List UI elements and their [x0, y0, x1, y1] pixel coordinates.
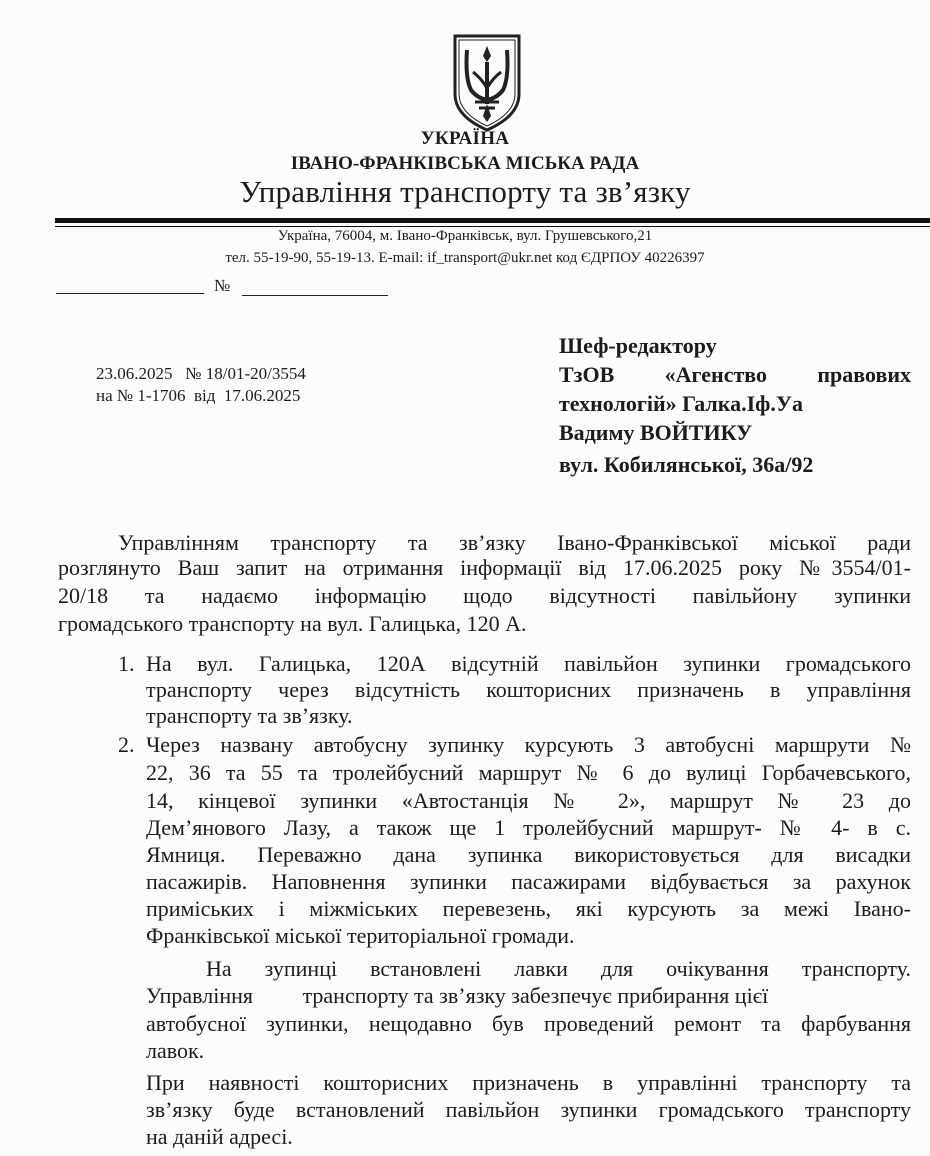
recipient-address: вул. Кобилянської, 36а/92 [559, 452, 814, 477]
paragraph-line: зв’язку буде встановлений павільйон зупинки громадського транспорту [146, 1097, 911, 1122]
registration-date-number: 23.06.2025 № 18/01-20/3554 [96, 364, 306, 383]
intro-line: розглянуто Ваш запит на отримання інформації від 17.06.2025 року №3554/01- [58, 555, 911, 580]
list-item-line: Ямниця. Переважно дана зупинка використовується для висадки [146, 842, 911, 867]
paragraph-line: на даній адресі. [146, 1124, 293, 1149]
list-item-line: пасажирів. Наповнення зупинки пасажирами відбувається за рахунок [146, 869, 911, 894]
recipient-title: Шеф-редактору [559, 333, 717, 358]
list-item-line: На вул. Галицька, 120А відсутній павільйон зупинки громадського [146, 651, 911, 676]
list-item-number: 1. [118, 651, 135, 676]
intro-line: Управлінням транспорту та зв’язку Івано-Франківської міської ради [118, 530, 911, 555]
paragraph-line: При наявності кошторисних призначень в управлінні транспорту та [146, 1070, 911, 1095]
letterhead-country: УКРАЇНА [420, 128, 510, 149]
paragraph-line: лавок. [146, 1038, 205, 1063]
trident-coat-of-arms-icon [451, 32, 523, 132]
recipient-company: ТзОВ «Агенство правових [559, 362, 911, 387]
recipient-person: Вадиму ВОЙТИКУ [559, 420, 753, 445]
outgoing-number-blank [56, 293, 204, 294]
outgoing-date-blank [242, 295, 388, 296]
list-item-line: 22, 36 та 55 та тролейбусний маршрут № 6 до вулиці Горбачевського, [146, 760, 911, 785]
list-item-line: транспорту через відсутність кошторисних призначень в управління [146, 677, 911, 702]
paragraph-line: На зупинці встановлені лавки для очікування транспорту. [206, 956, 911, 981]
letterhead-contacts: тел. 55-19-90, 55-19-13. E-mail: if_transport@ukr.net код ЄДРПОУ 40226397 [225, 250, 705, 266]
letterhead-divider-thick [55, 218, 930, 223]
recipient-company-name: технологій» Галка.Іф.Уа [559, 391, 804, 416]
letterhead-divider-thin [55, 226, 930, 227]
intro-line: громадського транспорту на вул. Галицька, 120 А. [58, 611, 527, 636]
intro-line: 20/18 та надаємо інформацію щодо відсутності павільйону зупинки [58, 583, 911, 608]
list-item-line: Дем’янового Лазу, а також ще 1 тролейбусний маршрут- № 4- в с. [146, 815, 911, 840]
letterhead-department: Управління транспорту та зв’язку [239, 174, 691, 209]
list-item-line: транспорту та зв’язку. [146, 703, 353, 728]
letterhead-address: Україна, 76004, м. Івано-Франківськ, вул. Грушевського,21 [277, 228, 653, 244]
paragraph-line: Управління транспорту та зв’язку забезпечує прибирання цієї [146, 983, 769, 1008]
reference-number: на № 1-1706 від 17.06.2025 [96, 386, 301, 405]
list-item-line: приміських і міжміських перевезень, які курсують за межі Івано- [146, 896, 911, 921]
list-item-number: 2. [118, 732, 135, 757]
list-item-line: 14, кінцевої зупинки «Автостанція № 2», маршрут № 23 до [146, 788, 911, 813]
list-item-line: Через названу автобусну зупинку курсують 3 автобусні маршрути № [146, 732, 911, 757]
letterhead-council: ІВАНО-ФРАНКІВСЬКА МІСЬКА РАДА [290, 153, 640, 174]
number-sign: № [214, 276, 231, 295]
list-item-line: Франківської міської територіальної громади. [146, 923, 575, 948]
paragraph-line: автобусної зупинки, нещодавно був проведений ремонт та фарбування [146, 1011, 911, 1036]
